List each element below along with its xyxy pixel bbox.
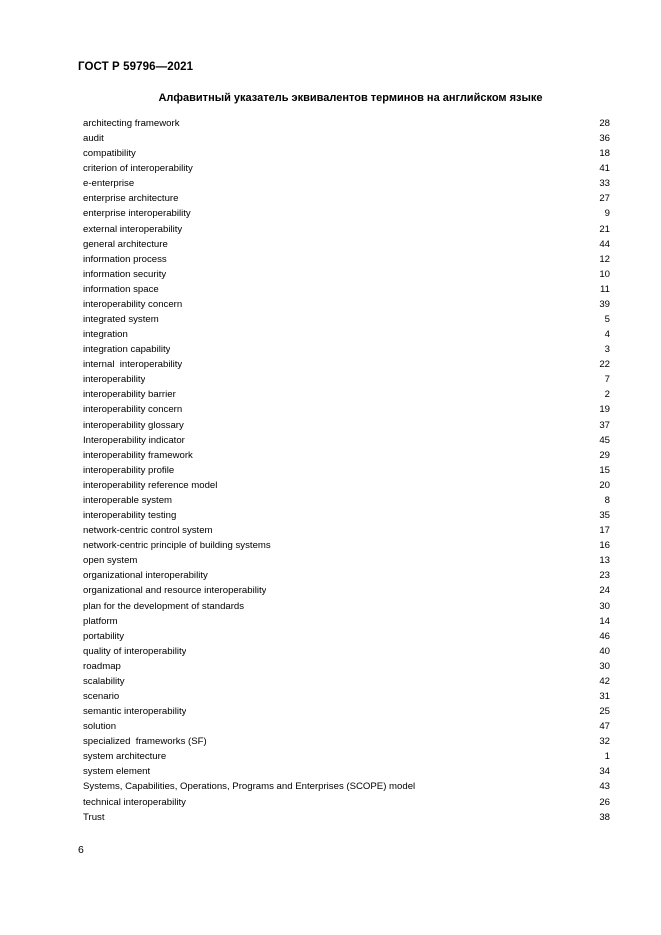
index-entry — [83, 764, 610, 779]
index-term: interoperability glossary — [83, 419, 184, 431]
index-entry — [83, 433, 610, 448]
index-term: open system — [83, 555, 138, 567]
index-entry — [83, 206, 610, 221]
index-term-number: 28 — [599, 118, 610, 129]
index-entry — [83, 659, 610, 674]
index-term: information space — [83, 283, 159, 295]
index-term-number: 44 — [599, 238, 610, 250]
index-term-number: 21 — [599, 223, 610, 235]
index-entry — [83, 161, 610, 176]
index-term-number: 27 — [599, 193, 610, 205]
index-term-number: 42 — [599, 675, 610, 687]
index-term: solution — [83, 721, 117, 733]
index-term-number: 7 — [604, 374, 610, 386]
index-term: interoperability concern — [83, 404, 183, 416]
index-term: interoperable system — [83, 494, 173, 506]
index-term: network-centric control system — [83, 525, 213, 537]
index-term: semantic interoperability — [83, 706, 187, 718]
index-entry — [83, 448, 610, 463]
index-term-number: 19 — [599, 404, 610, 416]
index-term: system architecture — [83, 751, 167, 763]
index-term-number: 34 — [599, 766, 610, 778]
index-entry — [83, 795, 610, 810]
index-term-number: 36 — [599, 133, 610, 145]
index-entry — [83, 387, 610, 402]
index-entry — [83, 644, 610, 659]
index-entry — [83, 402, 610, 417]
index-term: scenario — [83, 690, 120, 702]
index-term: criterion of interoperability — [83, 163, 193, 175]
index-entry — [83, 583, 610, 598]
index-entry — [83, 493, 610, 508]
index-term: interoperability barrier — [83, 389, 176, 401]
index-term-number: 26 — [599, 796, 610, 808]
index-term-number: 46 — [599, 630, 610, 642]
index-term: enterprise architecture — [83, 193, 179, 205]
index-entry — [83, 357, 610, 372]
index-term: interoperability concern — [83, 298, 183, 310]
index-term-number: 41 — [599, 163, 610, 175]
index-entry — [83, 689, 610, 704]
index-term-number: 5 — [604, 314, 610, 326]
index-term-number: 43 — [599, 781, 610, 793]
index-term: roadmap — [83, 660, 121, 672]
index-entry — [83, 418, 610, 433]
standard-code: ГОСТ Р 59796—2021 — [78, 61, 194, 73]
index-entry — [83, 297, 610, 312]
index-entry — [83, 553, 610, 568]
index-term: compatibility — [83, 148, 136, 160]
index-entry — [83, 538, 610, 553]
index-term-number: 45 — [599, 434, 610, 446]
index-term-number: 30 — [599, 660, 610, 672]
index-entry — [83, 372, 610, 387]
index-term: integrated system — [83, 314, 159, 326]
index-entry — [83, 252, 610, 267]
index-term: specialized frameworks (SF) — [83, 736, 207, 748]
index-term-number: 25 — [599, 706, 610, 718]
index-entry — [83, 267, 610, 282]
index-term-number: 4 — [604, 329, 610, 341]
index-term-number: 38 — [599, 811, 610, 823]
index-term: enterprise interoperability — [83, 208, 191, 220]
index-entry — [83, 237, 610, 252]
index-entry — [83, 704, 610, 719]
index-title: Алфавитный указатель эквивалентов терминов на английском языке — [158, 92, 543, 104]
index-entry — [83, 176, 610, 191]
index-entry — [83, 629, 610, 644]
index-term: platform — [83, 615, 118, 627]
index-entry — [83, 327, 610, 342]
index-term: interoperability profile — [83, 464, 175, 476]
index-term: information process — [83, 253, 167, 265]
index-term-number: 18 — [599, 148, 610, 160]
index-entry — [83, 749, 610, 764]
index-term: quality of interoperability — [83, 645, 187, 657]
index-entry — [83, 523, 610, 538]
index-term-number: 15 — [599, 464, 610, 476]
index-term-number: 3 — [604, 344, 610, 356]
index-entry — [83, 568, 610, 583]
index-entry — [83, 779, 610, 794]
index-term: plan for the development of standards — [83, 600, 245, 612]
index-term: system element — [83, 766, 151, 778]
index-term: interoperability framework — [83, 449, 193, 461]
index-term: Trust — [83, 811, 105, 823]
index-term-number: 47 — [599, 721, 610, 733]
index-term-number: 11 — [600, 283, 610, 295]
index-term-number: 20 — [599, 479, 610, 491]
index-term: Interoperability indicator — [83, 434, 185, 446]
index-term: general architecture — [83, 238, 168, 250]
index-entry — [83, 146, 610, 161]
index-term-number: 12 — [599, 253, 610, 265]
index-term-number: 35 — [599, 510, 610, 522]
index-term-number: 22 — [599, 359, 610, 371]
index-entry — [83, 282, 610, 297]
index-term-number: 29 — [599, 449, 610, 461]
index-term: audit — [83, 133, 104, 145]
index-entry — [83, 222, 610, 237]
index-entry — [83, 508, 610, 523]
index-entry — [83, 191, 610, 206]
index-term: information security — [83, 268, 167, 280]
index-term-number: 1 — [604, 751, 610, 763]
index-term-number: 39 — [599, 298, 610, 310]
index-term-number: 13 — [599, 555, 610, 567]
index-term: interoperability testing — [83, 510, 177, 522]
index-term: internal interoperability — [83, 359, 183, 371]
index-term: external interoperability — [83, 223, 183, 235]
index-term-number: 37 — [599, 419, 610, 431]
index-term-number: 32 — [599, 736, 610, 748]
index-entry — [83, 810, 610, 825]
index-term-number: 24 — [599, 585, 610, 597]
index-entry — [83, 116, 610, 131]
index-term: organizational interoperability — [83, 570, 208, 582]
index-term: organizational and resource interoperability — [83, 585, 267, 597]
index-term: architecting framework — [83, 118, 180, 129]
index-term-number: 10 — [599, 268, 610, 280]
index-term-number: 23 — [599, 570, 610, 582]
index-entry — [83, 614, 610, 629]
index-term: Systems, Capabilities, Operations, Programs and Enterprises (SCOPE) model — [83, 781, 416, 793]
page-number: 6 — [78, 844, 84, 856]
index-term: portability — [83, 630, 125, 642]
index-entry — [83, 342, 610, 357]
index-entry — [83, 478, 610, 493]
index-term-number: 16 — [599, 540, 610, 552]
index-term-number: 33 — [599, 178, 610, 190]
index-term: e-enterprise — [83, 178, 135, 190]
index-entry — [83, 312, 610, 327]
index-entry — [83, 674, 610, 689]
index-term-number: 31 — [599, 690, 610, 702]
index-term-number: 30 — [599, 600, 610, 612]
index-entry — [83, 599, 610, 614]
term-index-list — [83, 116, 610, 825]
index-term: interoperability — [83, 374, 146, 386]
index-term-number: 2 — [604, 389, 610, 401]
index-entry — [83, 734, 610, 749]
index-term-number: 14 — [599, 615, 610, 627]
index-term: network-centric principle of building systems — [83, 540, 271, 552]
index-entry — [83, 463, 610, 478]
index-term: integration — [83, 329, 128, 341]
index-term: interoperability reference model — [83, 479, 218, 491]
index-term: scalability — [83, 675, 125, 687]
index-entry — [83, 131, 610, 146]
index-term-number: 17 — [599, 525, 610, 537]
index-term-number: 8 — [604, 494, 610, 506]
index-entry — [83, 719, 610, 734]
index-term: integration capability — [83, 344, 171, 356]
index-term: technical interoperability — [83, 796, 186, 808]
index-term-number: 40 — [599, 645, 610, 657]
index-term-number: 9 — [604, 208, 610, 220]
